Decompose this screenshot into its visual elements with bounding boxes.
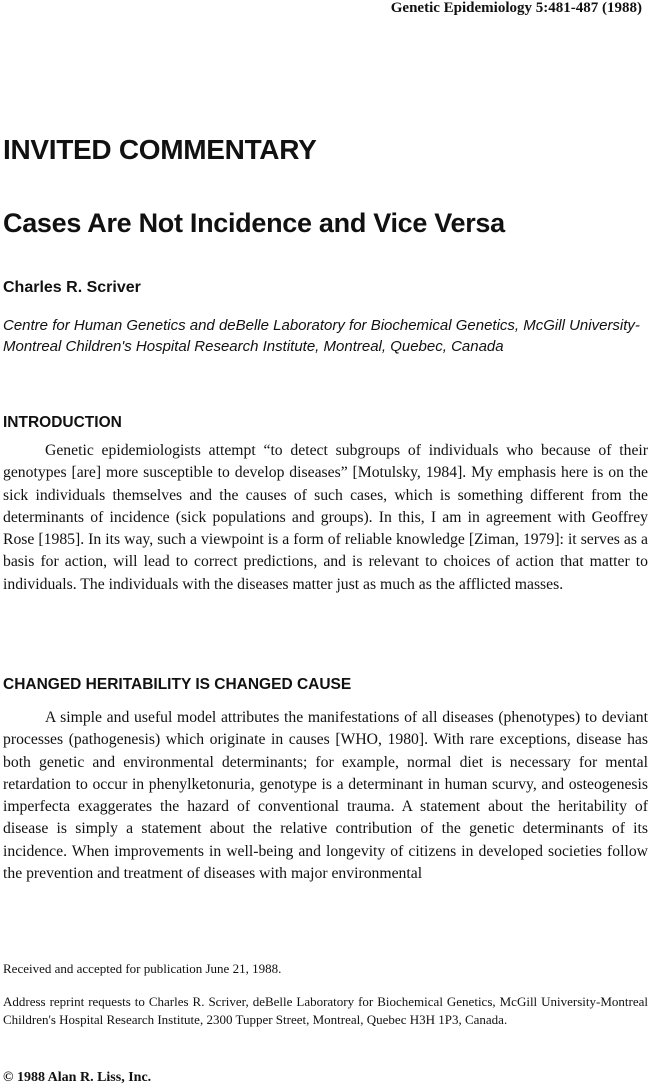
author-affiliation: Centre for Human Genetics and deBelle Laboratory for Biochemical Genetics, McGill University-Montreal Children's Hospital Research Institute, Montreal, Quebec, Canada <box>3 317 640 355</box>
section-heading-heritability: CHANGED HERITABILITY IS CHANGED CAUSE <box>3 676 352 693</box>
journal-citation: Genetic Epidemiology 5:481-487 (1988) <box>390 0 642 16</box>
section-heading-introduction: INTRODUCTION <box>3 414 122 431</box>
paragraph-text: A simple and useful model attributes the manifestations of all diseases (phenotypes) to deviant processes (pathogenesis) which originate in causes [WHO, 1980]. With rare exceptions, disease has both genetic and environmental determinants; for example, normal diet is necessary for mental retardation to occur in phenylketonuria, genotype is a determinant in human scurvy, and osteogenesis imperfecta exaggerates the hazard of conventional trauma. A statement about the heritability of disease is simply a statement about the relative contribution of the genetic determinants of its incidence. When improvements in well-being and longevity of citizens in developed societies follow the prevention and treatment of diseases with major environmental <box>3 709 648 883</box>
copyright-line: © 1988 Alan R. Liss, Inc. <box>3 1070 152 1085</box>
paragraph-heritability <box>3 707 648 885</box>
section-label: INVITED COMMENTARY <box>3 134 317 165</box>
reprint-address-note: Address reprint requests to Charles R. Scriver, deBelle Laboratory for Biochemical Genetics, McGill University-Montreal Children's Hospital Research Institute, 2300 Tupper Street, Montreal, Quebec H3H 1P3, Canada. <box>3 994 648 1027</box>
paragraph-introduction <box>3 440 648 596</box>
paragraph-text: Genetic epidemiologists attempt “to detect subgroups of individuals who because of their genotypes [are] more susceptible to develop diseases” [Motulsky, 1984]. My emphasis here is on the sick individuals themselves and the causes of such cases, which is something different from the determinants of incidence (sick populations and groups). In this, I am in agreement with Geoffrey Rose [1985]. In its way, such a viewpoint is a form of reliable knowledge [Ziman, 1979]: it serves as a basis for action, will lead to correct predictions, and is relevant to choices of action that matter to individuals. The individuals with the diseases matter just as much as the afflicted masses. <box>3 442 648 593</box>
author-name: Charles R. Scriver <box>3 279 141 296</box>
received-note: Received and accepted for publication June 21, 1988. <box>3 961 282 976</box>
article-title: Cases Are Not Incidence and Vice Versa <box>3 208 505 238</box>
